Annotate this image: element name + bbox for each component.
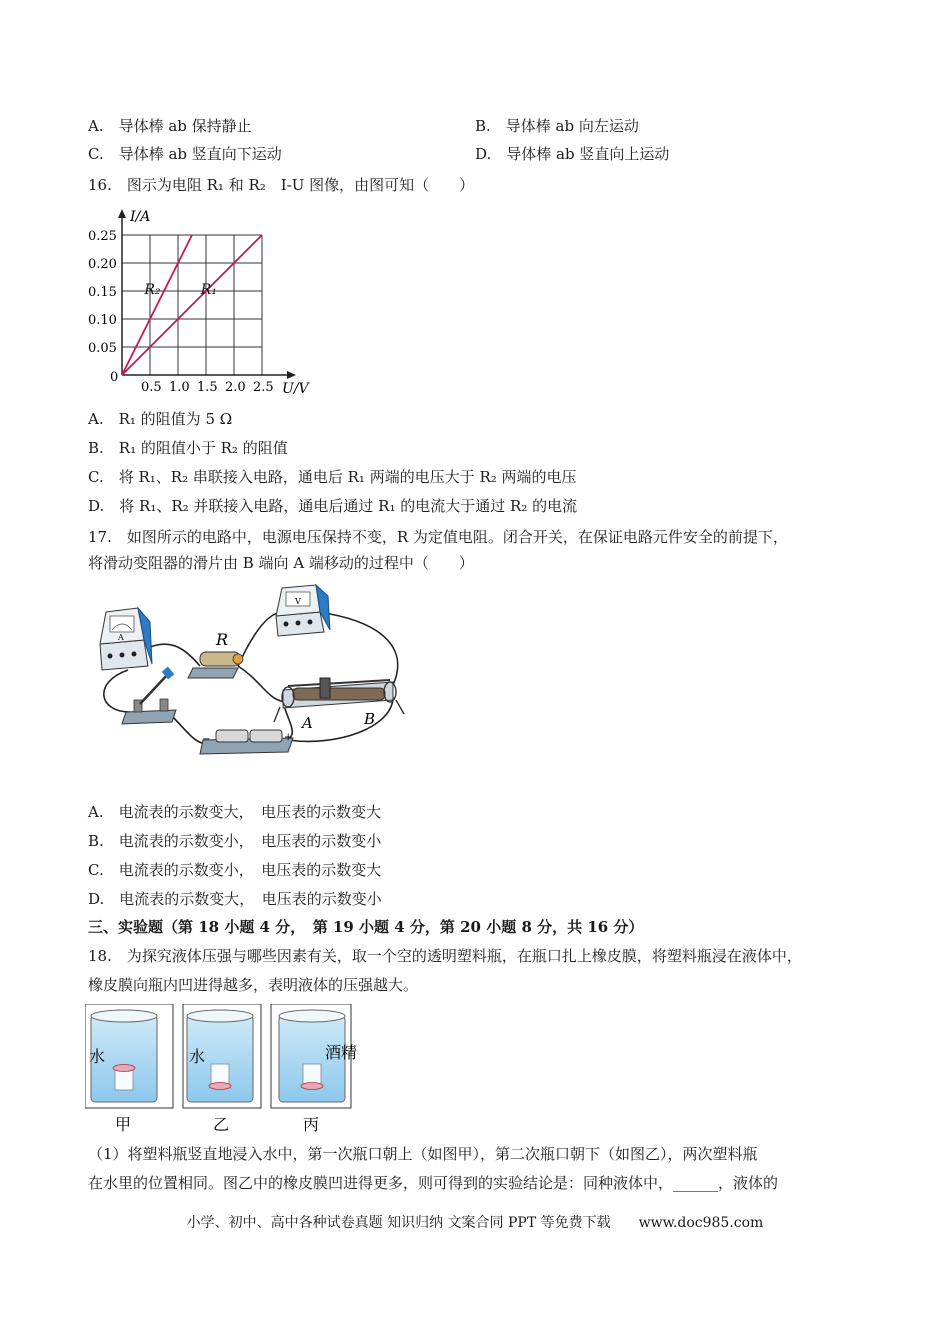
y-tick-label: 0.20 [88, 257, 117, 272]
beaker-jia [89, 1010, 157, 1102]
q18-stem-line1: 18. 为探究液体压强与哪些因素有关，取一个空的透明塑料瓶，在瓶口扎上橡皮膜，将塑料瓶浸在液体中， [88, 947, 802, 965]
x-axis-label: U/V [282, 381, 309, 397]
x-tick-label: 0.5 [141, 380, 162, 395]
series-label: R₂ [144, 282, 161, 299]
x-tick-label: 2.5 [253, 380, 274, 395]
rheostat [274, 678, 404, 732]
voltmeter [276, 585, 330, 636]
x-tick-label: 1.5 [197, 380, 218, 395]
battery-minus: − [202, 734, 211, 745]
q16-option-c: C. 将 R₁、R₂ 串联接入电路，通电后 R₁ 两端的电压大于 R₂ 两端的电压 [88, 468, 577, 486]
y-axis-arrow [118, 209, 126, 218]
beaker-yi-liquid: 水 [189, 1047, 206, 1066]
section-heading: 三、实验题（第 18 小题 4 分， 第 19 小题 4 分，第 20 小题 8 分，共 16 分） [88, 918, 644, 936]
q15-option-c: C. 导体棒 ab 竖直向下运动 [88, 145, 282, 163]
q17-stem-line1: 17. 如图所示的电路中，电源电压保持不变，R 为定值电阻。闭合开关，在保证电路元件安全的前提下， [88, 528, 788, 546]
origin-label: 0 [110, 370, 119, 385]
resistor-label: R [216, 630, 229, 649]
q16-option-a: A. R₁ 的阻值为 5 Ω [88, 410, 233, 428]
voltmeter-label: V [295, 597, 301, 606]
iu-graph [86, 200, 336, 400]
beaker-bing-liquid: 酒精 [325, 1043, 358, 1062]
rheostat-label-b: B [364, 710, 376, 728]
x-axis-arrow [287, 371, 296, 379]
caption-jia: 甲 [115, 1115, 132, 1134]
beaker-jia-liquid: 水 [89, 1047, 106, 1066]
series-line [122, 235, 192, 375]
q17-option-b: B. 电流表的示数变小， 电压表的示数变小 [88, 832, 382, 850]
graph-series [122, 235, 262, 375]
page-footer: 小学、初中、高中各种试卷真题 知识归纳 文案合同 PPT 等免费下载 www.doc985.com [186, 1215, 764, 1231]
q15-option-b: B. 导体棒 ab 向左运动 [475, 117, 639, 135]
beaker-yi [187, 1010, 253, 1102]
beakers-figure [85, 1004, 375, 1140]
rheostat-label-a: A [302, 714, 313, 732]
caption-bing: 丙 [303, 1115, 320, 1134]
ammeter [100, 608, 152, 670]
q16-option-b: B. R₁ 的阻值小于 R₂ 的阻值 [88, 439, 288, 457]
q16-stem: 16. 图示为电阻 R₁ 和 R₂ I-U 图像，由图可知（ ） [88, 176, 475, 194]
q17-option-d: D. 电流表的示数变大， 电压表的示数变小 [88, 890, 382, 908]
y-axis-label: I/A [130, 209, 151, 225]
circuit-figure [88, 582, 418, 767]
ammeter-label: A [118, 633, 124, 642]
series-line [122, 235, 262, 375]
q17-option-c: C. 电流表的示数变小， 电压表的示数变大 [88, 861, 382, 879]
q18-stem-line2: 橡皮膜向瓶内凹进得越多，表明液体的压强越大。 [88, 976, 419, 994]
x-tick-label: 2.0 [225, 380, 246, 395]
q18-sub1-line2: 在水里的位置相同。图乙中的橡皮膜凹进得更多，则可得到的实验结论是：同种液体中，______，液体的 [88, 1174, 779, 1192]
x-tick-label: 1.0 [169, 380, 190, 395]
resistor-r [188, 630, 243, 678]
y-tick-label: 0.25 [88, 229, 117, 244]
series-label: R₁ [200, 282, 217, 299]
q17-option-a: A. 电流表的示数变大， 电压表的示数变大 [88, 803, 382, 821]
y-tick-label: 0.15 [88, 285, 117, 300]
q18-sub1-line1: （1）将塑料瓶竖直地浸入水中，第一次瓶口朝上（如图甲），第二次瓶口朝下（如图乙），两次塑料瓶 [88, 1145, 758, 1163]
switch [122, 667, 176, 724]
y-tick-label: 0.10 [88, 313, 117, 328]
battery-plus: + [284, 732, 293, 743]
q17-stem-line2: 将滑动变阻器的滑片由 B 端向 A 端移动的过程中（ ） [88, 554, 474, 572]
y-tick-label: 0.05 [88, 341, 117, 356]
caption-yi: 乙 [213, 1115, 230, 1134]
battery [200, 730, 293, 754]
beaker-bing [279, 1010, 357, 1102]
q15-option-d: D. 导体棒 ab 竖直向上运动 [475, 145, 670, 163]
q16-option-d: D. 将 R₁、R₂ 并联接入电路，通电后通过 R₁ 的电流大于通过 R₂ 的电流 [88, 497, 578, 515]
q15-option-a: A. 导体棒 ab 保持静止 [88, 117, 252, 135]
